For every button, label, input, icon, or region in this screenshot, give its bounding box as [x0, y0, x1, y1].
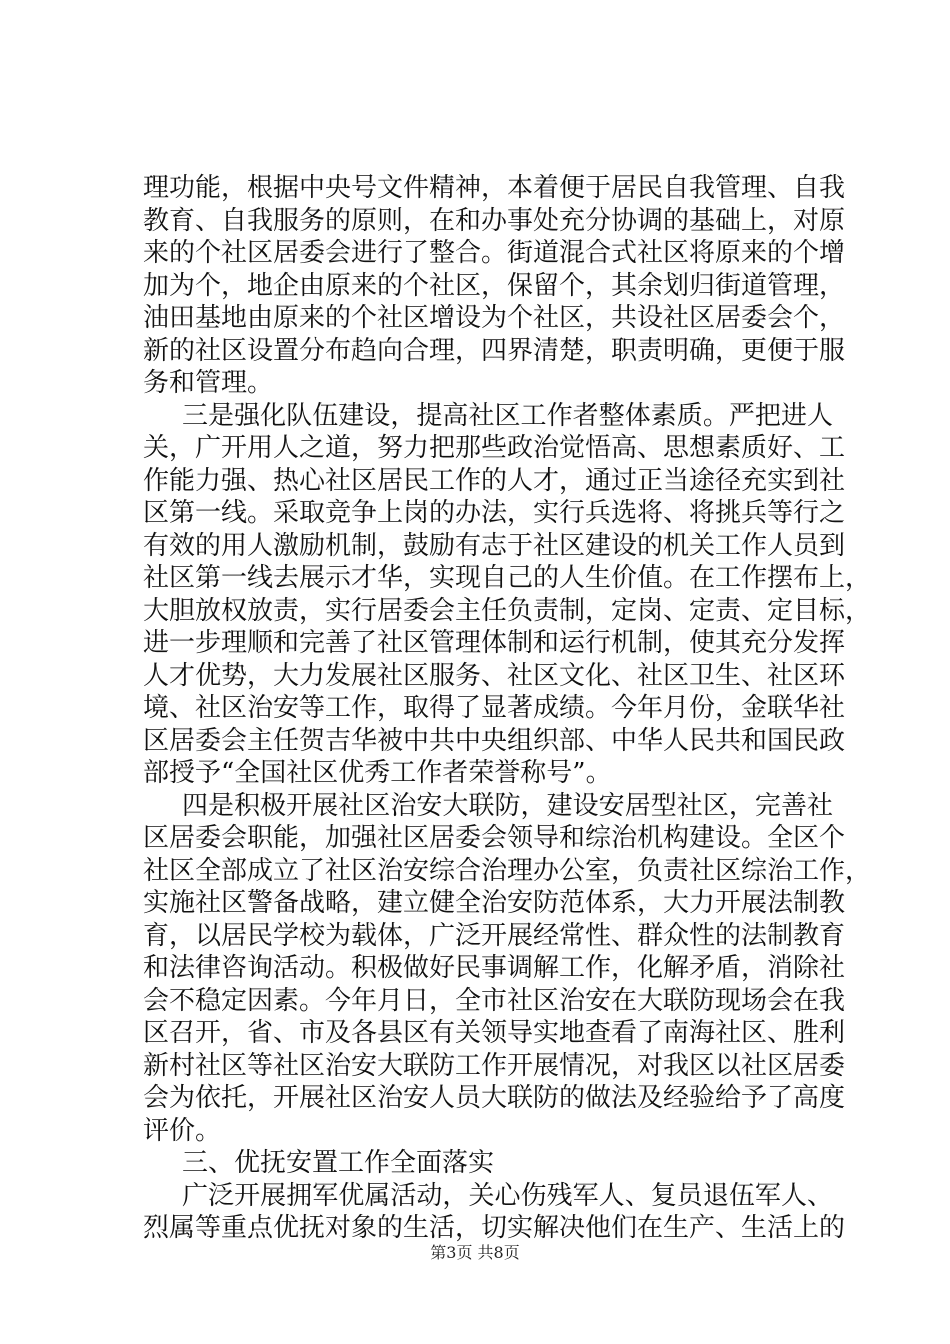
- text-line: 作能力强、热心社区居民工作的人才，通过正当途径充实到社: [143, 465, 846, 496]
- text-line: 实施社区警备战略，建立健全治安防范体系，大力开展法制教: [143, 888, 846, 918]
- text-line: 育，以居民学校为载体，广泛开展经常性、群众性的法制教育: [143, 920, 846, 951]
- text-line: 评价。: [143, 1115, 222, 1146]
- text-line: 社区全部成立了社区治安综合治理办公室，负责社区综治工作，: [143, 855, 872, 886]
- text-line: 会为依托，开展社区治安人员大联防的做法及经验给予了高度: [143, 1083, 846, 1113]
- page-number-footer: 第3页 共8页: [430, 1243, 520, 1262]
- text-line: 关，广开用人之道，努力把那些政治觉悟高、思想素质好、工: [143, 433, 846, 463]
- text-line: 加为个，地企由原来的个社区，保留个，其余划归街道管理，: [143, 270, 846, 301]
- text-line: 区居委会主任贺吉华被中共中央组织部、中华人民共和国民政: [143, 725, 846, 756]
- text-line: 区第一线。采取竞争上岗的办法，实行兵选将、将挑兵等行之: [143, 498, 846, 528]
- text-line: 区召开，省、市及各县区有关领导实地查看了南海社区、胜利: [143, 1018, 846, 1048]
- text-line: 新村社区等社区治安大联防工作开展情况，对我区以社区居委: [143, 1050, 846, 1081]
- text-line: 烈属等重点优抚对象的生活，切实解决他们在生产、生活上的: [143, 1213, 846, 1243]
- text-line: 区居委会职能，加强社区居委会领导和综治机构建设。全区个: [143, 823, 846, 853]
- text-line: 会不稳定因素。今年月日，全市社区治安在大联防现场会在我: [143, 985, 846, 1016]
- text-line: 进一步理顺和完善了社区管理体制和运行机制，使其充分发挥: [143, 628, 846, 658]
- text-line: 有效的用人激励机制，鼓励有志于社区建设的机关工作人员到: [143, 530, 846, 561]
- text-line: 部授予“全国社区优秀工作者荣誉称号”。: [143, 758, 612, 788]
- text-line: 大胆放权放责，实行居委会主任负责制，定岗、定责、定目标，: [143, 595, 872, 626]
- text-line: 三是强化队伍建设，提高社区工作者整体素质。严把进人: [182, 400, 833, 431]
- text-line: 教育、自我服务的原则，在和办事处充分协调的基础上，对原: [143, 205, 846, 236]
- text-line: 境、社区治安等工作，取得了显著成绩。今年月份，金联华社: [143, 693, 846, 723]
- section-heading: 三、优抚安置工作全面落实: [182, 1148, 495, 1178]
- text-line: 理功能，根据中央号文件精神，本着便于居民自我管理、自我: [143, 173, 846, 203]
- text-line: 社区第一线去展示才华，实现自己的人生价值。在工作摆布上，: [143, 563, 872, 593]
- text-line: 广泛开展拥军优属活动，关心伤残军人、复员退伍军人、: [182, 1180, 833, 1211]
- document-body: [143, 172, 872, 1245]
- text-line: 四是积极开展社区治安大联防，建设安居型社区，完善社: [182, 790, 833, 821]
- text-line: 人才优势，大力发展社区服务、社区文化、社区卫生、社区环: [143, 660, 846, 691]
- text-line: 务和管理。: [143, 368, 274, 398]
- text-line: 和法律咨询活动。积极做好民事调解工作，化解矛盾，消除社: [143, 953, 846, 983]
- text-line: 新的社区设置分布趋向合理，四界清楚，职责明确，更便于服: [143, 335, 846, 366]
- text-line: 油田基地由原来的个社区增设为个社区，共设社区居委会个，: [143, 303, 846, 333]
- text-line: 来的个社区居委会进行了整合。街道混合式社区将原来的个增: [143, 238, 846, 268]
